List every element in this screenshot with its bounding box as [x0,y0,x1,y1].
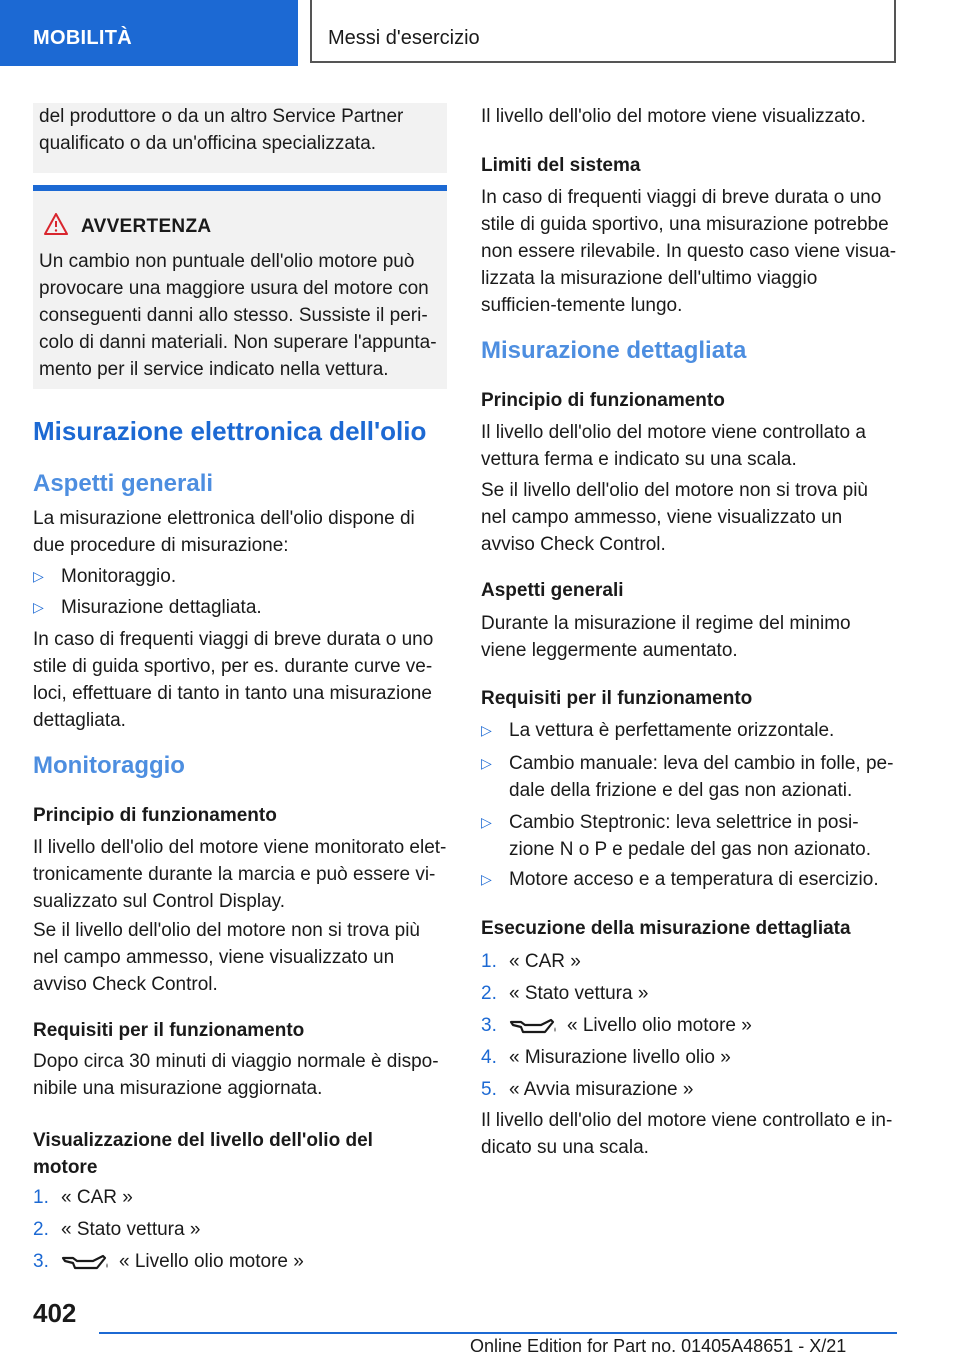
detail-general-text: Durante la misurazione il regime del minimo viene leggermente aumentato. [481,613,851,661]
footer-divider [99,1332,897,1334]
general-heading: Aspetti generali [33,470,214,497]
limits-text: In caso di frequenti viaggi di breve durata o uno stile di guida sportivo, una misurazione potrebbe non essere rilevabile. In questo caso viene visua-lizzata la misurazione dell'ultimo viaggio sufficien-temente lungo. [481,187,897,316]
detail-heading: Misurazione dettagliata [481,337,747,364]
detail-principle-heading: Principio di funzionamento [481,390,725,411]
display-heading: Visualizzazione del livello dell'olio del motore [33,1130,373,1178]
intro-box [33,103,447,173]
warning-triangle-icon [44,213,68,235]
page-header [0,0,960,66]
general-text-2: In caso di frequenti viaggi di breve durata o uno stile di guida sportivo, per es. durante curve ve-loci, effettuare di tanto in tanto una misurazione dettagliata. [33,629,434,731]
chapter-tab: Messi d'esercizio [310,0,896,63]
monitor-principle-text-2: Se il livello dell'olio del motore non si trova più nel campo ammesso, viene visualizzato un avviso Check Control. [33,920,420,995]
triangle-bullet-icon: ▷ [481,722,492,738]
intro-text: del produttore o da un altro Service Partner qualificato o da un'officina specializzata. [39,106,404,154]
section-tab: MOBILITÀ [0,0,298,66]
triangle-bullet-icon: ▷ [33,599,44,615]
edition-text: Online Edition for Part no. 01405A48651 - X/21 [470,1336,847,1356]
monitor-principle-heading: Principio di funzionamento [33,805,277,826]
oil-can-icon [61,1252,111,1272]
triangle-bullet-icon: ▷ [33,568,44,584]
warning-box [33,185,447,389]
detail-general-heading: Aspetti generali [481,580,624,601]
page-number: 402 [33,1298,77,1328]
oil-can-icon [509,1016,559,1036]
monitor-req-heading: Requisiti per il funzionamento [33,1020,305,1041]
section-heading: Misurazione elettronica dell'olio [33,416,427,446]
detail-req-heading: Requisiti per il funzionamento [481,688,753,709]
monitor-principle-text: Il livello dell'olio del motore viene monitorato elet-tronicamente durante la marcia e può essere vi-sualizzato sul Control Display. [33,837,447,912]
monitor-req-text: Dopo circa 30 minuti di viaggio normale è dispo-nibile una misurazione aggiornata. [33,1051,439,1099]
triangle-bullet-icon: ▷ [481,755,492,771]
limits-heading: Limiti del sistema [481,155,641,176]
triangle-bullet-icon: ▷ [481,871,492,887]
triangle-bullet-icon: ▷ [481,814,492,830]
monitor-heading: Monitoraggio [33,752,185,779]
right-top-text: Il livello dell'olio del motore viene visualizzato. [481,106,866,127]
detail-principle-text-2: Se il livello dell'olio del motore non si trova più nel campo ammesso, viene visualizzato un avviso Check Control. [481,480,868,555]
detail-principle-text: Il livello dell'olio del motore viene controllato a vettura ferma e indicato su una scala. [481,422,866,470]
warning-text: Un cambio non puntuale dell'olio motore può provocare una maggiore usura del motore con conseguenti danni allo stesso. Sussiste il peri-colo di danni materiali. Non superare l'appunta-mento per il service indicato nella vettura. [39,251,437,380]
exec-heading: Esecuzione della misurazione dettagliata [481,918,851,939]
final-text: Il livello dell'olio del motore viene controllato e in-dicato su una scala. [481,1110,893,1158]
warning-title: AVVERTENZA [81,216,212,237]
general-text: La misurazione elettronica dell'olio dispone di due procedure di misurazione: [33,508,415,556]
